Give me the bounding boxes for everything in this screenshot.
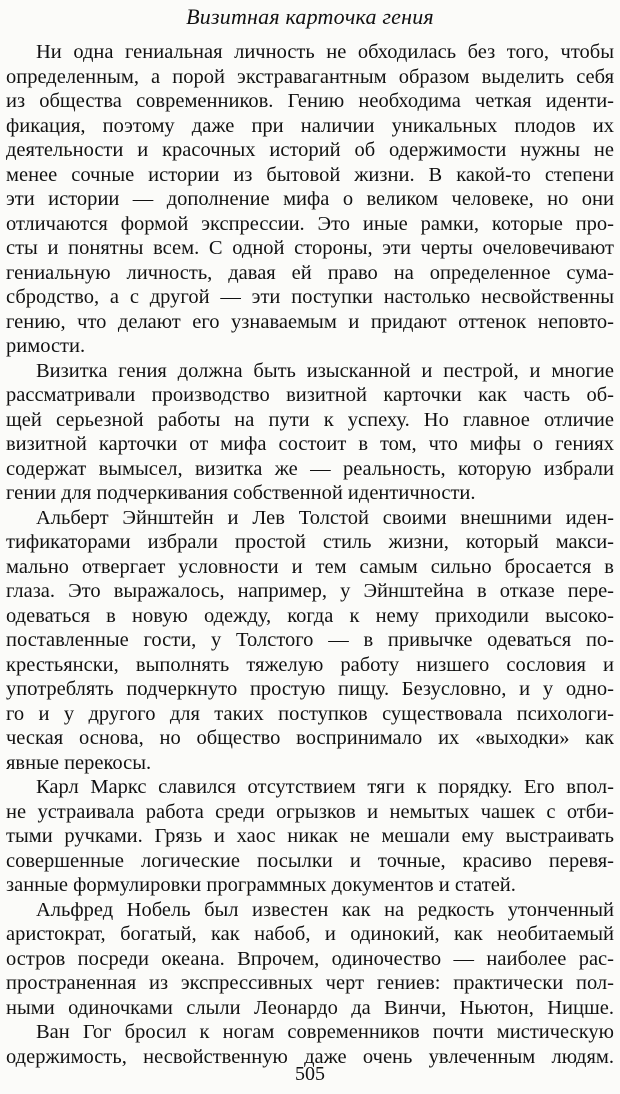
running-head: Визитная картoчка гения	[186, 4, 434, 29]
text-line: Ни одна гениальная личность не обходилась без того, чтобы	[36, 41, 614, 63]
text-line: содержат вымысел, визитка же — реальность, которую избрали	[6, 457, 614, 480]
text-line: явные перекосы.	[6, 751, 152, 774]
text-line: сбродство, а с другой — эти поступки настолько несвойственны	[6, 286, 614, 308]
text-line: Альфред Нобель был известен как на редкость утонченный	[36, 898, 614, 921]
text-line: го и у другого для таких поступков существовала психологи-	[6, 702, 614, 725]
text-line: одержимость, несвойственную даже очень увлеченным людям.	[6, 1045, 614, 1068]
text-line: менее сочные истории из бытовой жизни. В какой-то степени	[6, 163, 614, 186]
text-line: деятельности и красочных историй об одержимости нужны не	[6, 139, 614, 161]
text-line: глаза. Это выражалось, например, у Эйнштейна в отказе пере-	[6, 580, 614, 602]
text-line: из общества современников. Гению необходима четкая иденти-	[6, 90, 614, 112]
text-line: рассматривали производство визитной карточки как часть об-	[6, 384, 614, 406]
text-line: мально отвергает условности и тем самым сильно бросается в	[6, 555, 614, 578]
text-line: гениальную личность, давая ей право на определенное сума-	[6, 261, 614, 284]
text-line: занные формулировки программных документов и статей.	[6, 874, 516, 896]
text-line: Визитка гения должна быть изысканной и пестрой, и многие	[36, 359, 614, 382]
text-line: отличаются формой экспрессии. Это иные рамки, которые про-	[6, 212, 614, 235]
text-line: поставленные гости, у Толстого — в привычке одеваться по-	[6, 629, 614, 651]
text-line: тификаторами избрали простой стиль жизни, который макси-	[6, 531, 614, 553]
text-line: гении для подчеркивания собственной идентичности.	[6, 482, 476, 504]
text-line: крестьянски, выполнять тяжелую работу низшего сословия и	[6, 653, 614, 676]
text-line: Ван Гог бросил к ногам современников почти мистическую	[36, 1021, 614, 1043]
text-line: сты и понятны всем. С одной стороны, эти черты очеловечивают	[6, 237, 614, 259]
text-line: одеваться в новую одежду, когда к нему приходили высоко-	[6, 604, 614, 627]
text-line: не устраивала работа среди огрызков и немытых чашек с отби-	[6, 800, 614, 823]
text-line: аристократ, богатый, как набоб, и одинокий, как необитаемый	[6, 923, 614, 945]
text-line: фикация, поэтому даже при наличии уникальных плодов их	[6, 114, 614, 137]
text-line: тыми ручками. Грязь и хаос никак не мешали ему выстраивать	[6, 825, 614, 847]
text-line: щей серьезной работы на пути к успеху. Но главное отличие	[6, 408, 614, 431]
text-line: визитной карточки от мифа состоит в том, что мифы о гениях	[6, 433, 614, 455]
text-line: Альберт Эйнштейн и Лев Толстой своими внешними иден-	[36, 506, 614, 529]
page-number: 505	[295, 1063, 325, 1085]
text-line: Карл Маркс славился отсутствием тяги к порядку. Его впол-	[36, 776, 614, 798]
text-line: римости.	[6, 335, 86, 357]
text-line: остров посреди океана. Впрочем, одиночество — наиболее рас-	[6, 947, 614, 970]
text-line: ными одиночками слыли Леонардо да Винчи, Ньютон, Ницше.	[6, 996, 614, 1019]
text-line: эти истории — дополнение мифа о великом человеке, но они	[6, 188, 614, 210]
text-line: определенным, а порой экстравагантным образом выделить себя	[6, 65, 614, 88]
text-line: ческая основа, но общество воспринимало их «выходки» как	[6, 727, 614, 749]
text-line: гению, что делают его узнаваемым и придают оттенок неповто-	[6, 310, 614, 333]
body-text	[6, 40, 614, 1069]
text-line: пространенная из экспрессивных черт гениев: практически пол-	[6, 972, 614, 994]
text-line: употреблять подчеркнуто простую пищу. Безусловно, и у одно-	[6, 678, 614, 700]
text-line: совершенные логические посылки и точные, красиво перевя-	[6, 849, 614, 872]
